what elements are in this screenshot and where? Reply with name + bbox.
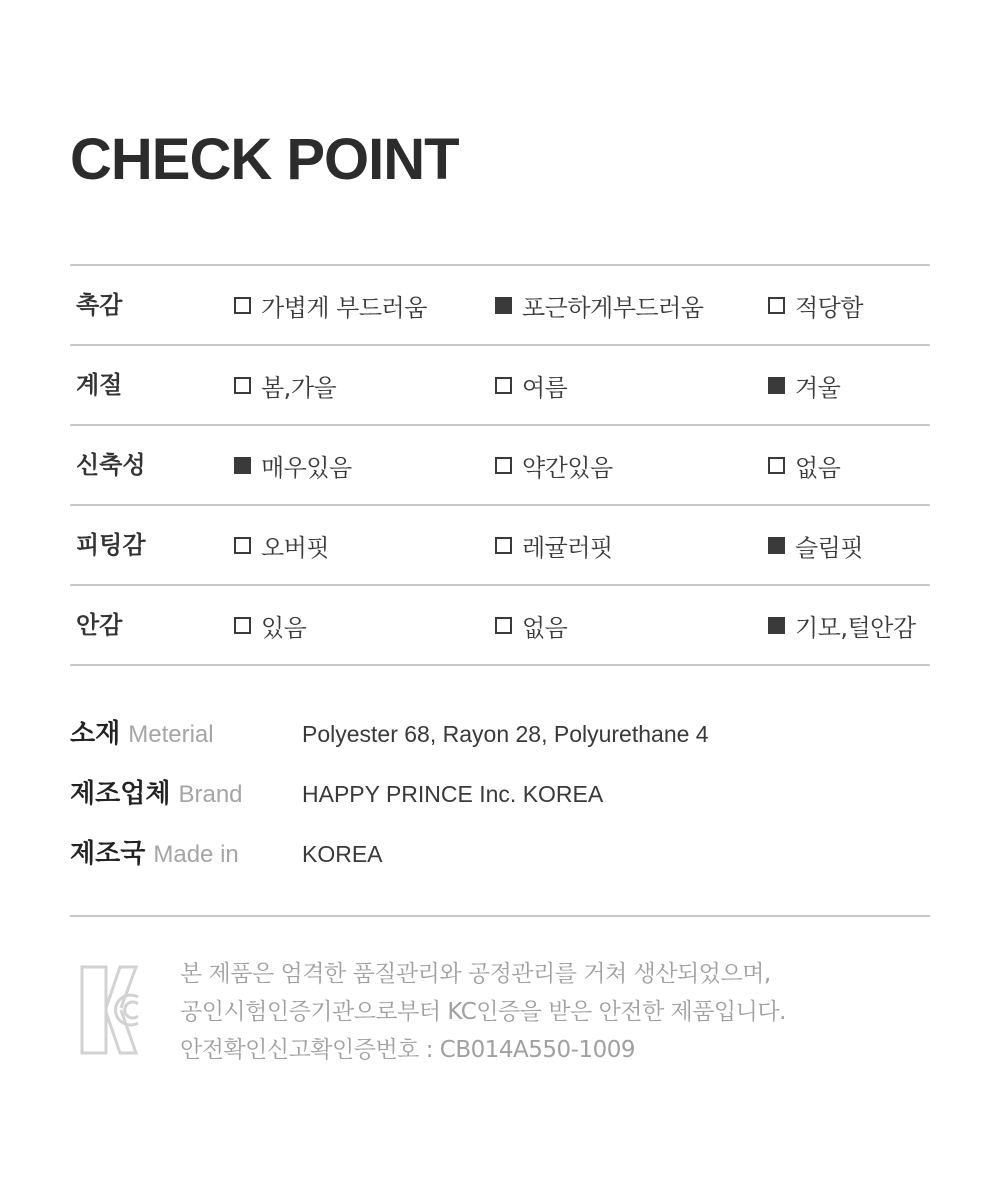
- checkbox-icon: [234, 537, 251, 554]
- checkbox-icon: [495, 297, 512, 314]
- row-label: 안감: [76, 611, 123, 639]
- option-item: [495, 346, 567, 424]
- checkbox-icon: [768, 377, 785, 394]
- checkbox-icon: [234, 457, 251, 474]
- option-label: 여름: [522, 373, 568, 402]
- option-item: [495, 586, 567, 664]
- option-item: [768, 506, 863, 584]
- option-item: [234, 426, 352, 504]
- row-label: 신축성: [76, 451, 146, 479]
- option-item: [495, 506, 613, 584]
- option-label: 기모,털안감: [795, 613, 916, 642]
- option-label: 있음: [261, 613, 307, 642]
- spec-value: HAPPY PRINCE Inc. KOREA: [302, 781, 604, 807]
- checkpoint-row-lining: [70, 586, 930, 666]
- option-label: 겨울: [795, 373, 841, 402]
- option-item: [768, 426, 840, 504]
- option-item: [495, 266, 703, 344]
- option-label: 슬림핏: [795, 533, 864, 562]
- checkpoint-row-season: [70, 346, 930, 426]
- option-label: 적당함: [795, 293, 864, 322]
- option-item: [768, 346, 840, 424]
- option-item: [234, 506, 329, 584]
- option-label: 없음: [522, 613, 568, 642]
- spec-origin: [70, 834, 930, 874]
- kc-line: 안전확인신고확인증번호 : CB014A550-1009: [180, 1037, 635, 1063]
- kc-certification-text: [180, 955, 920, 1069]
- checkbox-icon: [234, 617, 251, 634]
- checkbox-icon: [768, 617, 785, 634]
- option-item: [234, 266, 427, 344]
- option-item: [234, 586, 306, 664]
- kc-certification-icon: [80, 964, 142, 1056]
- section-divider: [70, 915, 930, 917]
- checkpoint-row-stretch: [70, 426, 930, 506]
- option-label: 없음: [795, 453, 841, 482]
- spec-value: Polyester 68, Rayon 28, Polyurethane 4: [302, 721, 709, 747]
- spec-material: [70, 714, 930, 754]
- checkbox-icon: [495, 537, 512, 554]
- spec-label-en: Made in: [153, 841, 239, 868]
- kc-line: 공인시험인증기관으로부터 KC인증을 받은 안전한 제품입니다.: [180, 999, 786, 1025]
- option-label: 매우있음: [261, 453, 352, 482]
- checkbox-icon: [768, 537, 785, 554]
- spec-label: [70, 834, 239, 875]
- option-item: [768, 266, 863, 344]
- checkbox-icon: [234, 377, 251, 394]
- option-item: [234, 346, 336, 424]
- spec-brand: [70, 774, 930, 814]
- kc-line: 본 제품은 엄격한 품질관리와 공정관리를 거쳐 생산되었으며,: [180, 961, 771, 987]
- spec-label: [70, 714, 214, 755]
- option-item: [768, 586, 916, 664]
- checkbox-icon: [768, 297, 785, 314]
- option-item: [495, 426, 613, 504]
- row-label: 계절: [76, 371, 123, 399]
- spec-label-ko: 제조업체: [70, 779, 171, 809]
- option-label: 포근하게부드러움: [522, 293, 704, 322]
- row-label: 촉감: [76, 291, 123, 319]
- row-label: 피팅감: [76, 531, 146, 559]
- checkpoint-row-fit: [70, 506, 930, 586]
- checkbox-icon: [234, 297, 251, 314]
- spec-label-en: Brand: [178, 781, 243, 808]
- option-label: 봄,가을: [261, 373, 337, 402]
- page-title: CHECK POINT: [70, 127, 459, 192]
- spec-value: KOREA: [302, 841, 383, 867]
- option-label: 약간있음: [522, 453, 613, 482]
- option-label: 가볍게 부드러움: [261, 293, 427, 322]
- option-label: 레귤러핏: [522, 533, 613, 562]
- spec-label: [70, 774, 243, 815]
- checkbox-icon: [495, 617, 512, 634]
- spec-label-en: Meterial: [128, 721, 214, 748]
- checkbox-icon: [495, 457, 512, 474]
- check-point-table: [70, 264, 930, 666]
- spec-label-ko: 소재: [70, 719, 121, 749]
- checkbox-icon: [495, 377, 512, 394]
- checkbox-icon: [768, 457, 785, 474]
- option-label: 오버핏: [261, 533, 330, 562]
- spec-label-ko: 제조국: [70, 839, 146, 869]
- checkpoint-row-texture: [70, 266, 930, 346]
